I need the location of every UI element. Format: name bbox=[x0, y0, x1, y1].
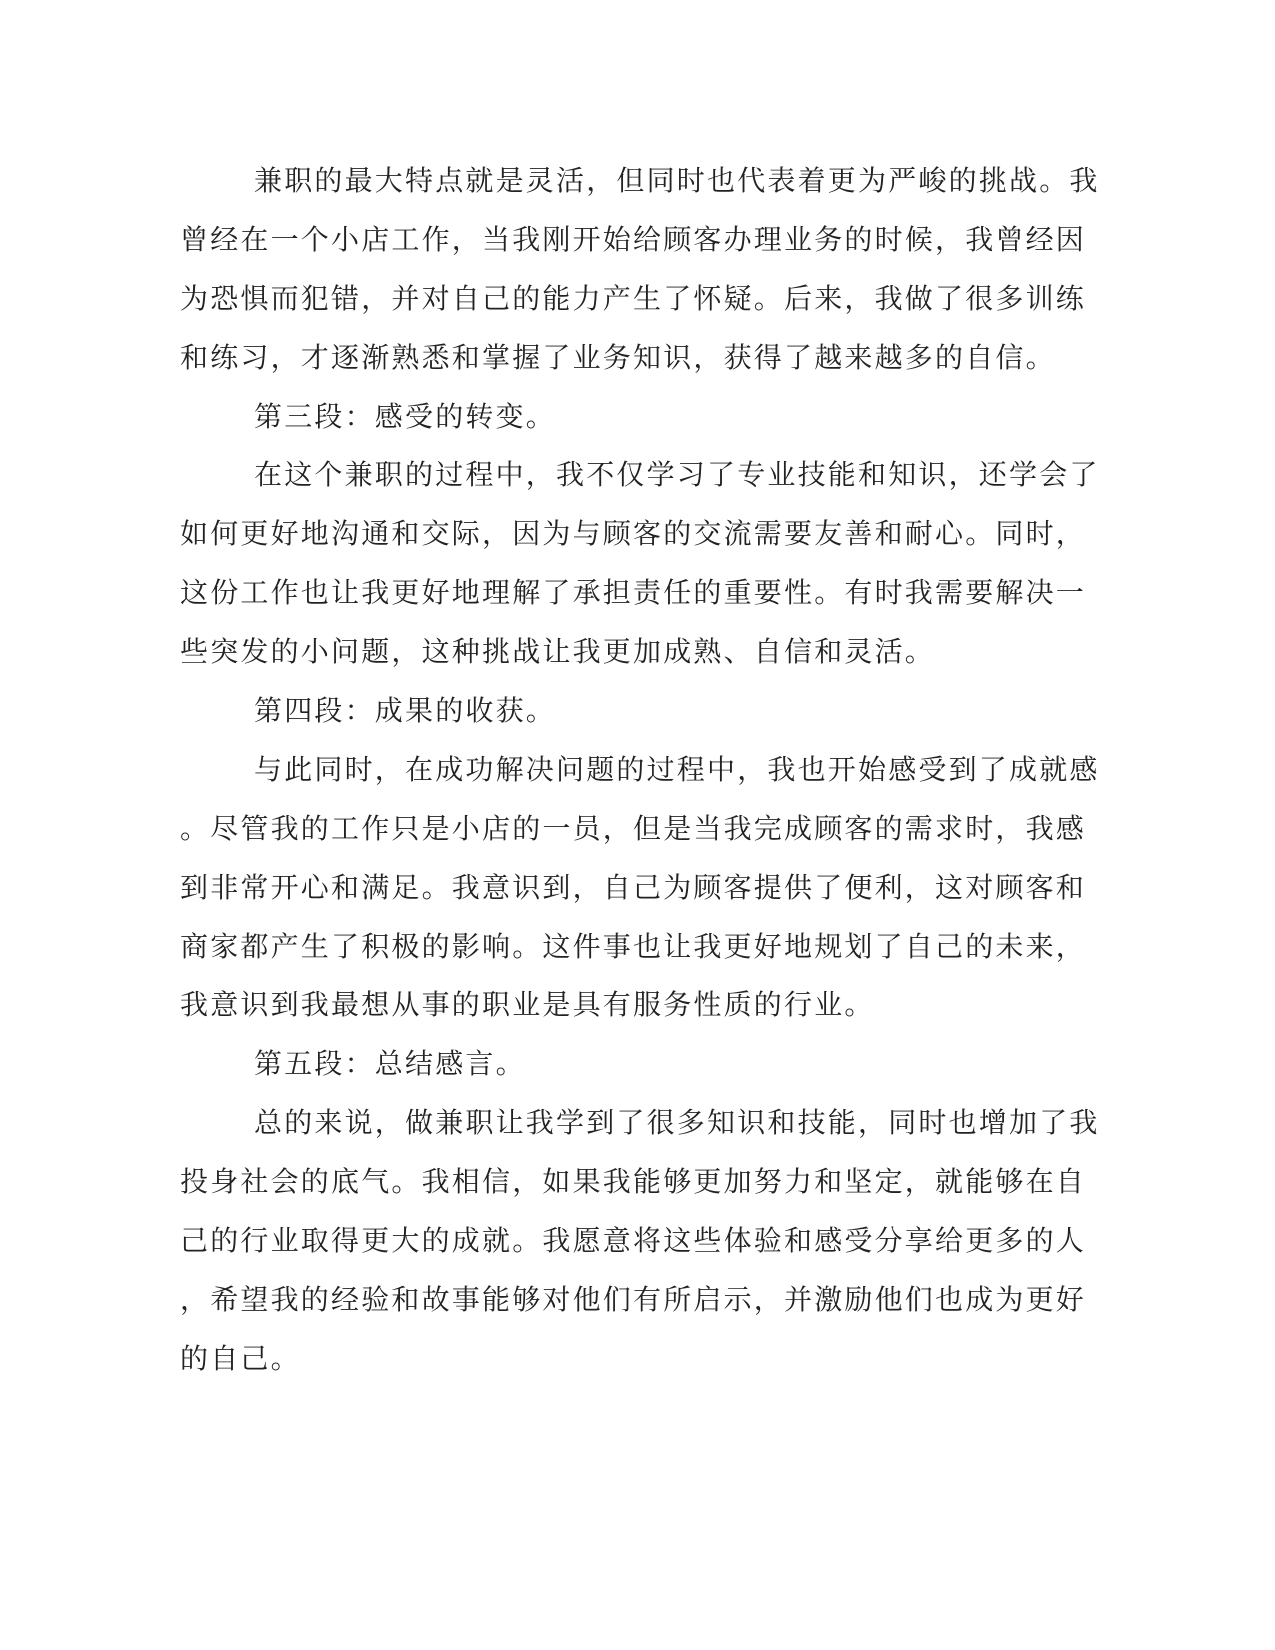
paragraph-line: 商家都产生了积极的影响。这件事也让我更好地规划了自己的未来， bbox=[180, 929, 1087, 963]
paragraph-line: 投身社会的底气。我相信，如果我能够更加努力和坚定，就能够在自 bbox=[180, 1165, 1087, 1199]
paragraph-line: 总的来说，做兼职让我学到了很多知识和技能，同时也增加了我 bbox=[254, 1106, 1100, 1140]
section-heading: 第四段：成果的收获。 bbox=[254, 694, 557, 728]
paragraph-line: 为恐惧而犯错，并对自己的能力产生了怀疑。后来，我做了很多训练 bbox=[180, 281, 1087, 315]
section-heading: 第五段：总结感言。 bbox=[254, 1047, 526, 1081]
paragraph-line: 曾经在一个小店工作，当我刚开始给顾客办理业务的时候，我曾经因 bbox=[180, 222, 1087, 256]
paragraph-line: 。尽管我的工作只是小店的一员，但是当我完成顾客的需求时，我感 bbox=[180, 811, 1087, 845]
section-heading: 第三段：感受的转变。 bbox=[254, 399, 557, 433]
paragraph-line: 与此同时，在成功解决问题的过程中，我也开始感受到了成就感 bbox=[254, 752, 1100, 786]
paragraph-line: ，希望我的经验和故事能够对他们有所启示，并激励他们也成为更好 bbox=[180, 1282, 1087, 1316]
document-body bbox=[180, 152, 1100, 1389]
paragraph-line: 的自己。 bbox=[180, 1341, 301, 1375]
paragraph-line: 如何更好地沟通和交际，因为与顾客的交流需要友善和耐心。同时， bbox=[180, 517, 1087, 551]
paragraph-line: 到非常开心和满足。我意识到，自己为顾客提供了便利，这对顾客和 bbox=[180, 870, 1087, 904]
paragraph-line: 我意识到我最想从事的职业是具有服务性质的行业。 bbox=[180, 988, 875, 1022]
paragraph-line: 这份工作也让我更好地理解了承担责任的重要性。有时我需要解决一 bbox=[180, 576, 1087, 610]
paragraph-line: 些突发的小问题，这种挑战让我更加成熟、自信和灵活。 bbox=[180, 635, 936, 669]
paragraph-line: 和练习，才逐渐熟悉和掌握了业务知识，获得了越来越多的自信。 bbox=[180, 340, 1056, 374]
paragraph-line: 在这个兼职的过程中，我不仅学习了专业技能和知识，还学会了 bbox=[254, 458, 1100, 492]
paragraph-line: 兼职的最大特点就是灵活，但同时也代表着更为严峻的挑战。我 bbox=[254, 164, 1100, 197]
paragraph-line: 己的行业取得更大的成就。我愿意将这些体验和感受分享给更多的人 bbox=[180, 1224, 1087, 1258]
